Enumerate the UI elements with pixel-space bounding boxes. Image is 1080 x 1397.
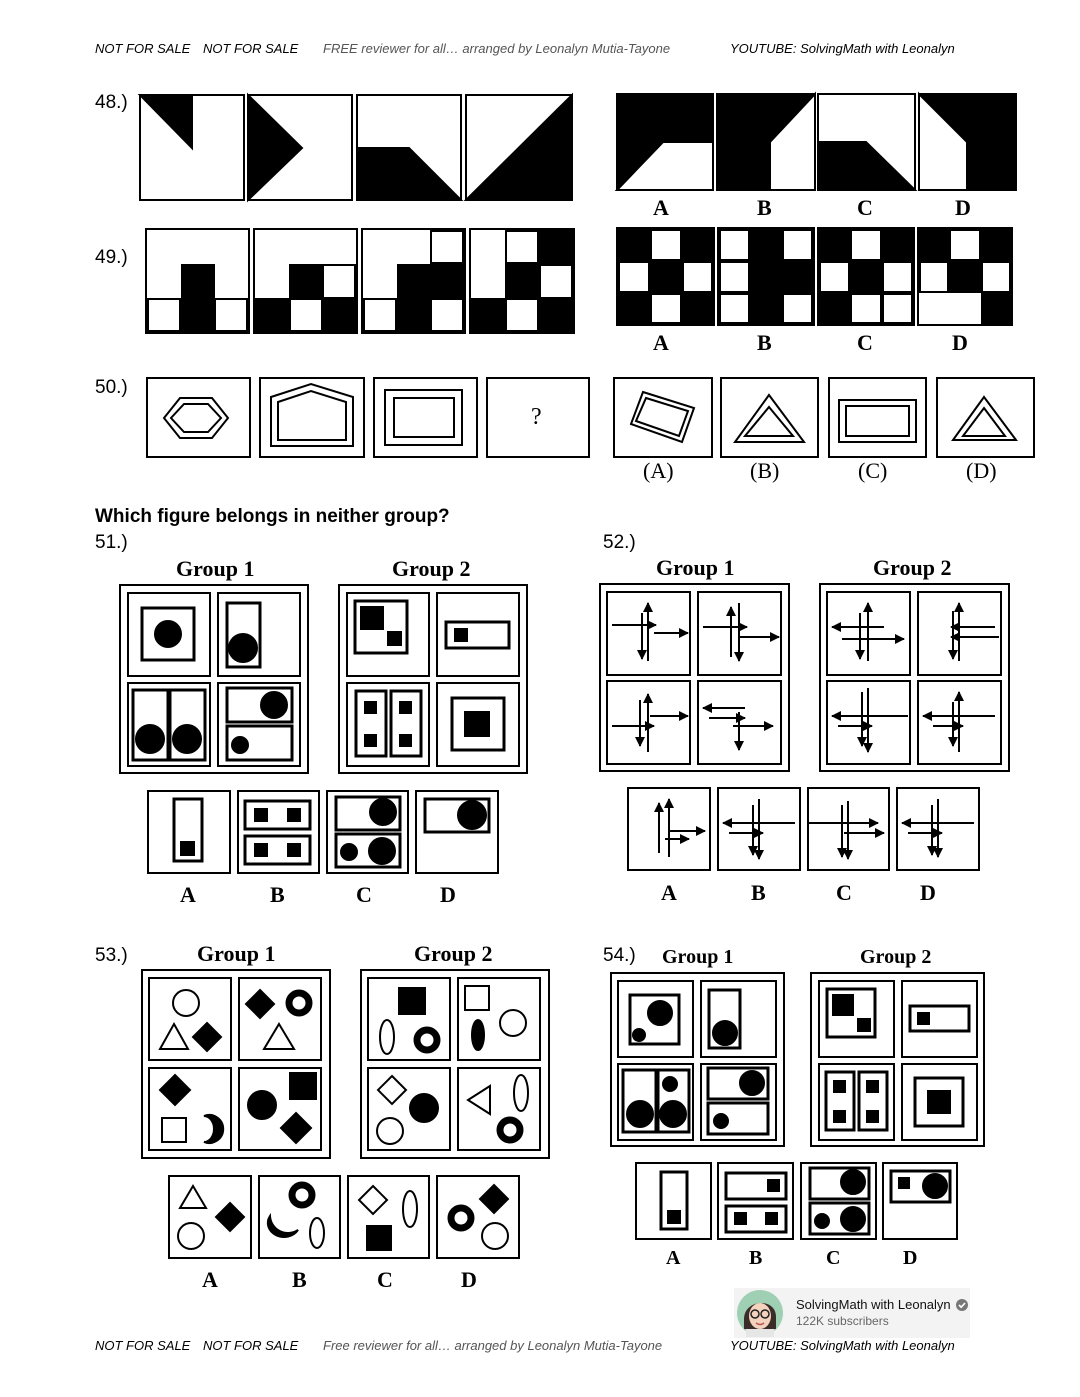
- q49-choice-d-label[interactable]: D: [952, 330, 968, 355]
- question-49-number: 49.): [95, 247, 128, 268]
- q54-choice-b-label[interactable]: B: [749, 1247, 763, 1269]
- q53-group-1-title: Group 1: [197, 941, 276, 966]
- q54-choice-d-label[interactable]: D: [903, 1247, 918, 1269]
- q52-group-1-title: Group 1: [656, 555, 735, 580]
- question-52-number: 52.): [603, 532, 636, 553]
- q51-group-2-title: Group 2: [392, 556, 471, 581]
- footer-not-for-sale-2: NOT FOR SALE: [203, 1338, 299, 1353]
- q54-group-1: [611, 973, 784, 1146]
- q54-group-1-title: Group 1: [662, 946, 734, 968]
- q54-choice-b-figure: [718, 1163, 793, 1239]
- footer-youtube: YOUTUBE: SolvingMath with Leonalyn: [730, 1338, 955, 1353]
- q50-choice-c-label[interactable]: (C): [858, 458, 888, 483]
- q54-choice-c-label[interactable]: C: [826, 1247, 841, 1269]
- q49-choice-b-label[interactable]: B: [757, 330, 772, 355]
- q51-group-1-title: Group 1: [176, 556, 255, 581]
- q54-choice-d-figure: [883, 1163, 957, 1239]
- q50-choice-d-label[interactable]: (D): [966, 458, 997, 483]
- q48-choice-c-label[interactable]: C: [857, 195, 873, 220]
- header-free-reviewer: FREE reviewer for all… arranged by Leonalyn Mutia-Tayone: [323, 41, 671, 56]
- q52-choice-a-label[interactable]: A: [661, 880, 677, 905]
- q53-group-2-title: Group 2: [414, 941, 493, 966]
- question-53-number: 53.): [95, 945, 128, 966]
- youtube-channel-badge[interactable]: [734, 1288, 970, 1338]
- q49-choice-a-label[interactable]: A: [653, 330, 669, 355]
- q52-group-2-title: Group 2: [873, 555, 952, 580]
- question-54-number: 54.): [603, 945, 636, 966]
- footer-free-reviewer: Free reviewer for all… arranged by Leonalyn Mutia-Tayone: [323, 1338, 663, 1353]
- header-youtube: YOUTUBE: SolvingMath with Leonalyn: [730, 41, 955, 56]
- cartoon-avatar-icon: [736, 1289, 784, 1337]
- q48-choice-a-label[interactable]: A: [653, 195, 669, 220]
- q53-choice-c-label[interactable]: C: [377, 1267, 393, 1292]
- q48-choice-d-label[interactable]: D: [955, 195, 971, 220]
- q51-choice-b-label[interactable]: B: [270, 882, 285, 907]
- channel-name: SolvingMath with Leonalyn: [796, 1297, 951, 1312]
- q53-choice-d-label[interactable]: D: [461, 1267, 477, 1292]
- question-50-number: 50.): [95, 377, 128, 398]
- verified-check-icon: [956, 1299, 968, 1311]
- q51-choice-c-label[interactable]: C: [356, 882, 372, 907]
- q51-choice-a-label[interactable]: A: [180, 882, 196, 907]
- q53-choice-a-label[interactable]: A: [202, 1267, 218, 1292]
- header-not-for-sale-1: NOT FOR SALE: [95, 41, 191, 56]
- q54-choice-c-figure: [801, 1163, 876, 1239]
- q49-choice-c-label[interactable]: C: [857, 330, 873, 355]
- q50-choice-b-label[interactable]: (B): [750, 458, 780, 483]
- footer-not-for-sale-1: NOT FOR SALE: [95, 1338, 191, 1353]
- q54-choice-a-label[interactable]: A: [666, 1247, 681, 1269]
- q51-choice-d-label[interactable]: D: [440, 882, 456, 907]
- neither-group-prompt: Which figure belongs in neither group?: [95, 506, 450, 527]
- question-48-number: 48.): [95, 92, 128, 113]
- q50-unknown-mark: ?: [531, 404, 542, 430]
- question-51-number: 51.): [95, 532, 128, 553]
- header-not-for-sale-2: NOT FOR SALE: [203, 41, 299, 56]
- channel-subscribers: 122K subscribers: [796, 1314, 889, 1328]
- q54-group-2-title: Group 2: [860, 946, 932, 968]
- q52-choice-b-label[interactable]: B: [751, 880, 766, 905]
- q52-choice-c-label[interactable]: C: [836, 880, 852, 905]
- q54-choice-a-figure: [636, 1163, 711, 1239]
- q52-choice-d-label[interactable]: D: [920, 880, 936, 905]
- q54-group-2: [811, 973, 984, 1146]
- q48-choice-b-label[interactable]: B: [757, 195, 772, 220]
- q50-choice-a-label[interactable]: (A): [643, 458, 674, 483]
- q53-choice-b-label[interactable]: B: [292, 1267, 307, 1292]
